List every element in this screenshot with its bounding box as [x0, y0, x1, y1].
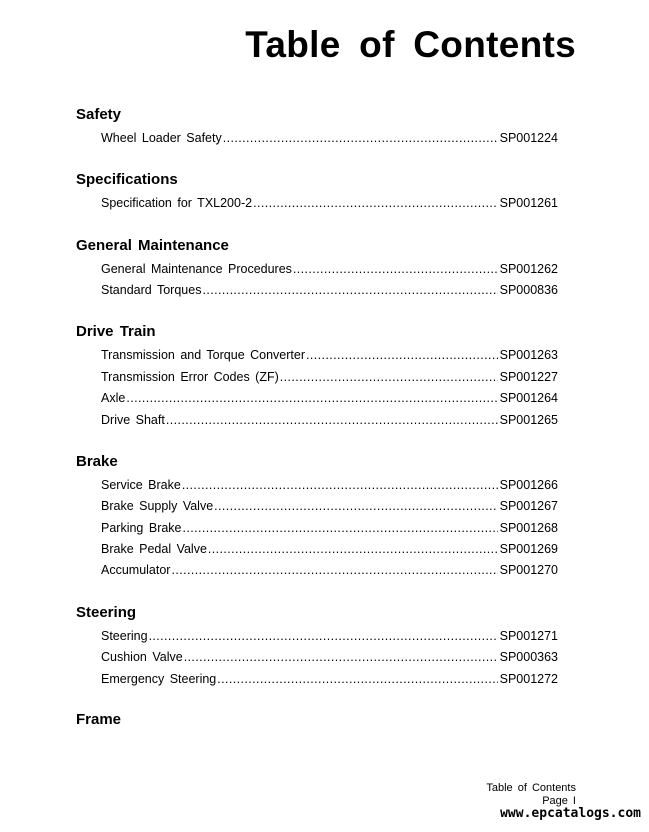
toc-entry[interactable] — [101, 520, 558, 536]
toc-entry[interactable] — [101, 498, 558, 514]
dot-leader — [253, 195, 498, 211]
toc-entry[interactable] — [101, 347, 558, 363]
page-footer — [486, 782, 576, 808]
toc-entry[interactable] — [101, 369, 558, 385]
section-heading: Drive Train — [76, 323, 156, 340]
toc-entry[interactable] — [101, 562, 558, 578]
dot-leader — [208, 541, 498, 557]
dot-leader — [306, 347, 498, 363]
section-heading: Frame — [76, 711, 122, 728]
dot-leader — [214, 498, 497, 514]
dot-leader — [280, 369, 498, 385]
toc-entry-title: Accumulator — [101, 563, 171, 577]
toc-entry-code: SP001264 — [499, 391, 558, 405]
toc-entry[interactable] — [101, 261, 558, 277]
toc-entry-title: Cushion Valve — [101, 650, 183, 664]
dot-leader — [126, 390, 497, 406]
dot-leader — [217, 671, 497, 687]
toc-entry[interactable] — [101, 195, 558, 211]
toc-entry-title: Brake Pedal Valve — [101, 542, 207, 556]
toc-entry-title: Transmission Error Codes (ZF) — [101, 370, 279, 384]
section-heading: Steering — [76, 604, 137, 621]
toc-entry-code: SP000363 — [499, 650, 558, 664]
dot-leader — [171, 562, 497, 578]
dot-leader — [166, 412, 498, 428]
toc-entry-code: SP001268 — [499, 521, 558, 535]
watermark: www.epcatalogs.com — [500, 806, 641, 821]
toc-entry-title: Brake Supply Valve — [101, 499, 214, 513]
toc-entry-code: SP001272 — [499, 672, 558, 686]
dot-leader — [182, 477, 498, 493]
footer-page-number: Page I — [542, 795, 576, 807]
toc-entry-code: SP001270 — [499, 563, 558, 577]
toc-entry-title: General Maintenance Procedures — [101, 262, 292, 276]
toc-entry-code: SP001269 — [499, 542, 558, 556]
toc-entry[interactable] — [101, 390, 558, 406]
toc-entry[interactable] — [101, 671, 558, 687]
toc-entry-code: SP001267 — [499, 499, 558, 513]
dot-leader — [293, 261, 498, 277]
toc-entry-code: SP001266 — [499, 478, 558, 492]
toc-entry-title: Drive Shaft — [101, 413, 165, 427]
dot-leader — [183, 520, 498, 536]
toc-entry[interactable] — [101, 412, 558, 428]
dot-leader — [149, 628, 498, 644]
dot-leader — [184, 649, 498, 665]
page-title: Table of Contents — [245, 24, 576, 65]
toc-entry[interactable] — [101, 628, 558, 644]
toc-entry-title: Specification for TXL200-2 — [101, 196, 253, 210]
toc-entry-code: SP001227 — [499, 370, 558, 384]
toc-entry-title: Service Brake — [101, 478, 181, 492]
toc-entry-title: Steering — [101, 629, 148, 643]
toc-entry-code: SP001263 — [499, 348, 558, 362]
toc-entry-code: SP001265 — [499, 413, 558, 427]
toc-entry[interactable] — [101, 130, 558, 146]
toc-entry-title: Parking Brake — [101, 521, 182, 535]
toc-entry[interactable] — [101, 541, 558, 557]
toc-entry-code: SP001271 — [499, 629, 558, 643]
footer-doc-title: Table of Contents — [486, 782, 576, 794]
section-heading: General Maintenance — [76, 237, 229, 254]
section-heading: Brake — [76, 453, 118, 470]
toc-entry-code: SP001261 — [499, 196, 558, 210]
dot-leader — [202, 282, 497, 298]
toc-entry-title: Wheel Loader Safety — [101, 131, 222, 145]
section-heading: Specifications — [76, 171, 178, 188]
toc-entry-title: Emergency Steering — [101, 672, 217, 686]
toc-entry-code: SP001262 — [499, 262, 558, 276]
dot-leader — [223, 130, 498, 146]
toc-entry-title: Standard Torques — [101, 283, 202, 297]
toc-entry-title: Axle — [101, 391, 126, 405]
toc-entry[interactable] — [101, 477, 558, 493]
toc-entry[interactable] — [101, 649, 558, 665]
toc-entry-code: SP001224 — [499, 131, 558, 145]
toc-entry-code: SP000836 — [499, 283, 558, 297]
toc-entry-title: Transmission and Torque Converter — [101, 348, 306, 362]
section-heading: Safety — [76, 106, 122, 123]
toc-entry[interactable] — [101, 282, 558, 298]
